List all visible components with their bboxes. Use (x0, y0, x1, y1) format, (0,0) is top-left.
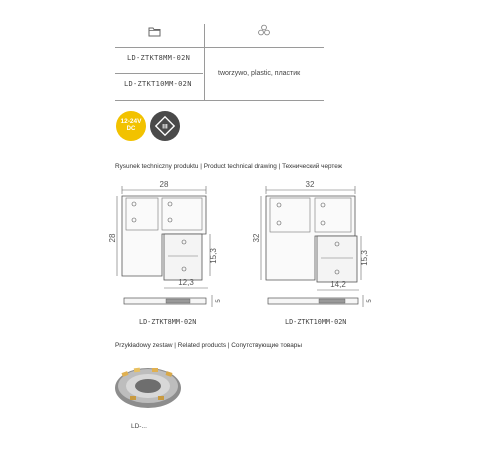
table-row-code: LD-ZTKT8MM-02N (127, 54, 191, 62)
voltage-badge (116, 111, 146, 141)
dimension-side: 5 (367, 299, 373, 303)
technical-drawing-1 (108, 176, 227, 316)
svg-text:III: III (162, 123, 168, 131)
related-heading: Przykładowy zestaw | Related products | Сопутствующие товары (115, 342, 302, 349)
voltage-badge-value: 12-24V (120, 118, 142, 125)
dimension-side: 5 (216, 299, 222, 303)
drawing-1-code: LD-ZTKT8MM-02N (139, 318, 197, 326)
technical-drawing-heading: Rysunek techniczny produktu | Product technical drawing | Технический чертеж (115, 163, 343, 170)
dimension-height: 32 (252, 233, 261, 243)
drawing-2-code: LD-ZTKT10MM-02N (285, 318, 347, 326)
voltage-badge-unit: DC (126, 126, 136, 132)
dimension-inner-width: 12,3 (178, 278, 194, 287)
dimension-inner-height: 15,3 (360, 250, 369, 266)
led-strip-reel-image (112, 362, 184, 412)
dimension-inner-width: 14,2 (330, 280, 346, 289)
technical-drawing-2 (252, 176, 375, 316)
material-icon (257, 24, 271, 42)
table-column-divider (204, 24, 205, 100)
table-row-divider (115, 73, 203, 74)
dimension-inner-height: 15,3 (209, 248, 218, 264)
class-three-badge (150, 111, 180, 141)
dimension-height: 28 (108, 233, 117, 243)
dimension-width: 28 (159, 180, 169, 189)
folder-icon (148, 24, 161, 42)
class-three-icon (150, 111, 180, 141)
table-row-code: LD-ZTKT10MM-02N (124, 80, 192, 88)
table-bottom-rule (115, 100, 324, 101)
related-product-label: LD-... (131, 423, 147, 430)
table-top-rule (115, 47, 324, 48)
dimension-width: 32 (305, 180, 315, 189)
material-text: tworzywo, plastic, пластик (218, 70, 301, 77)
